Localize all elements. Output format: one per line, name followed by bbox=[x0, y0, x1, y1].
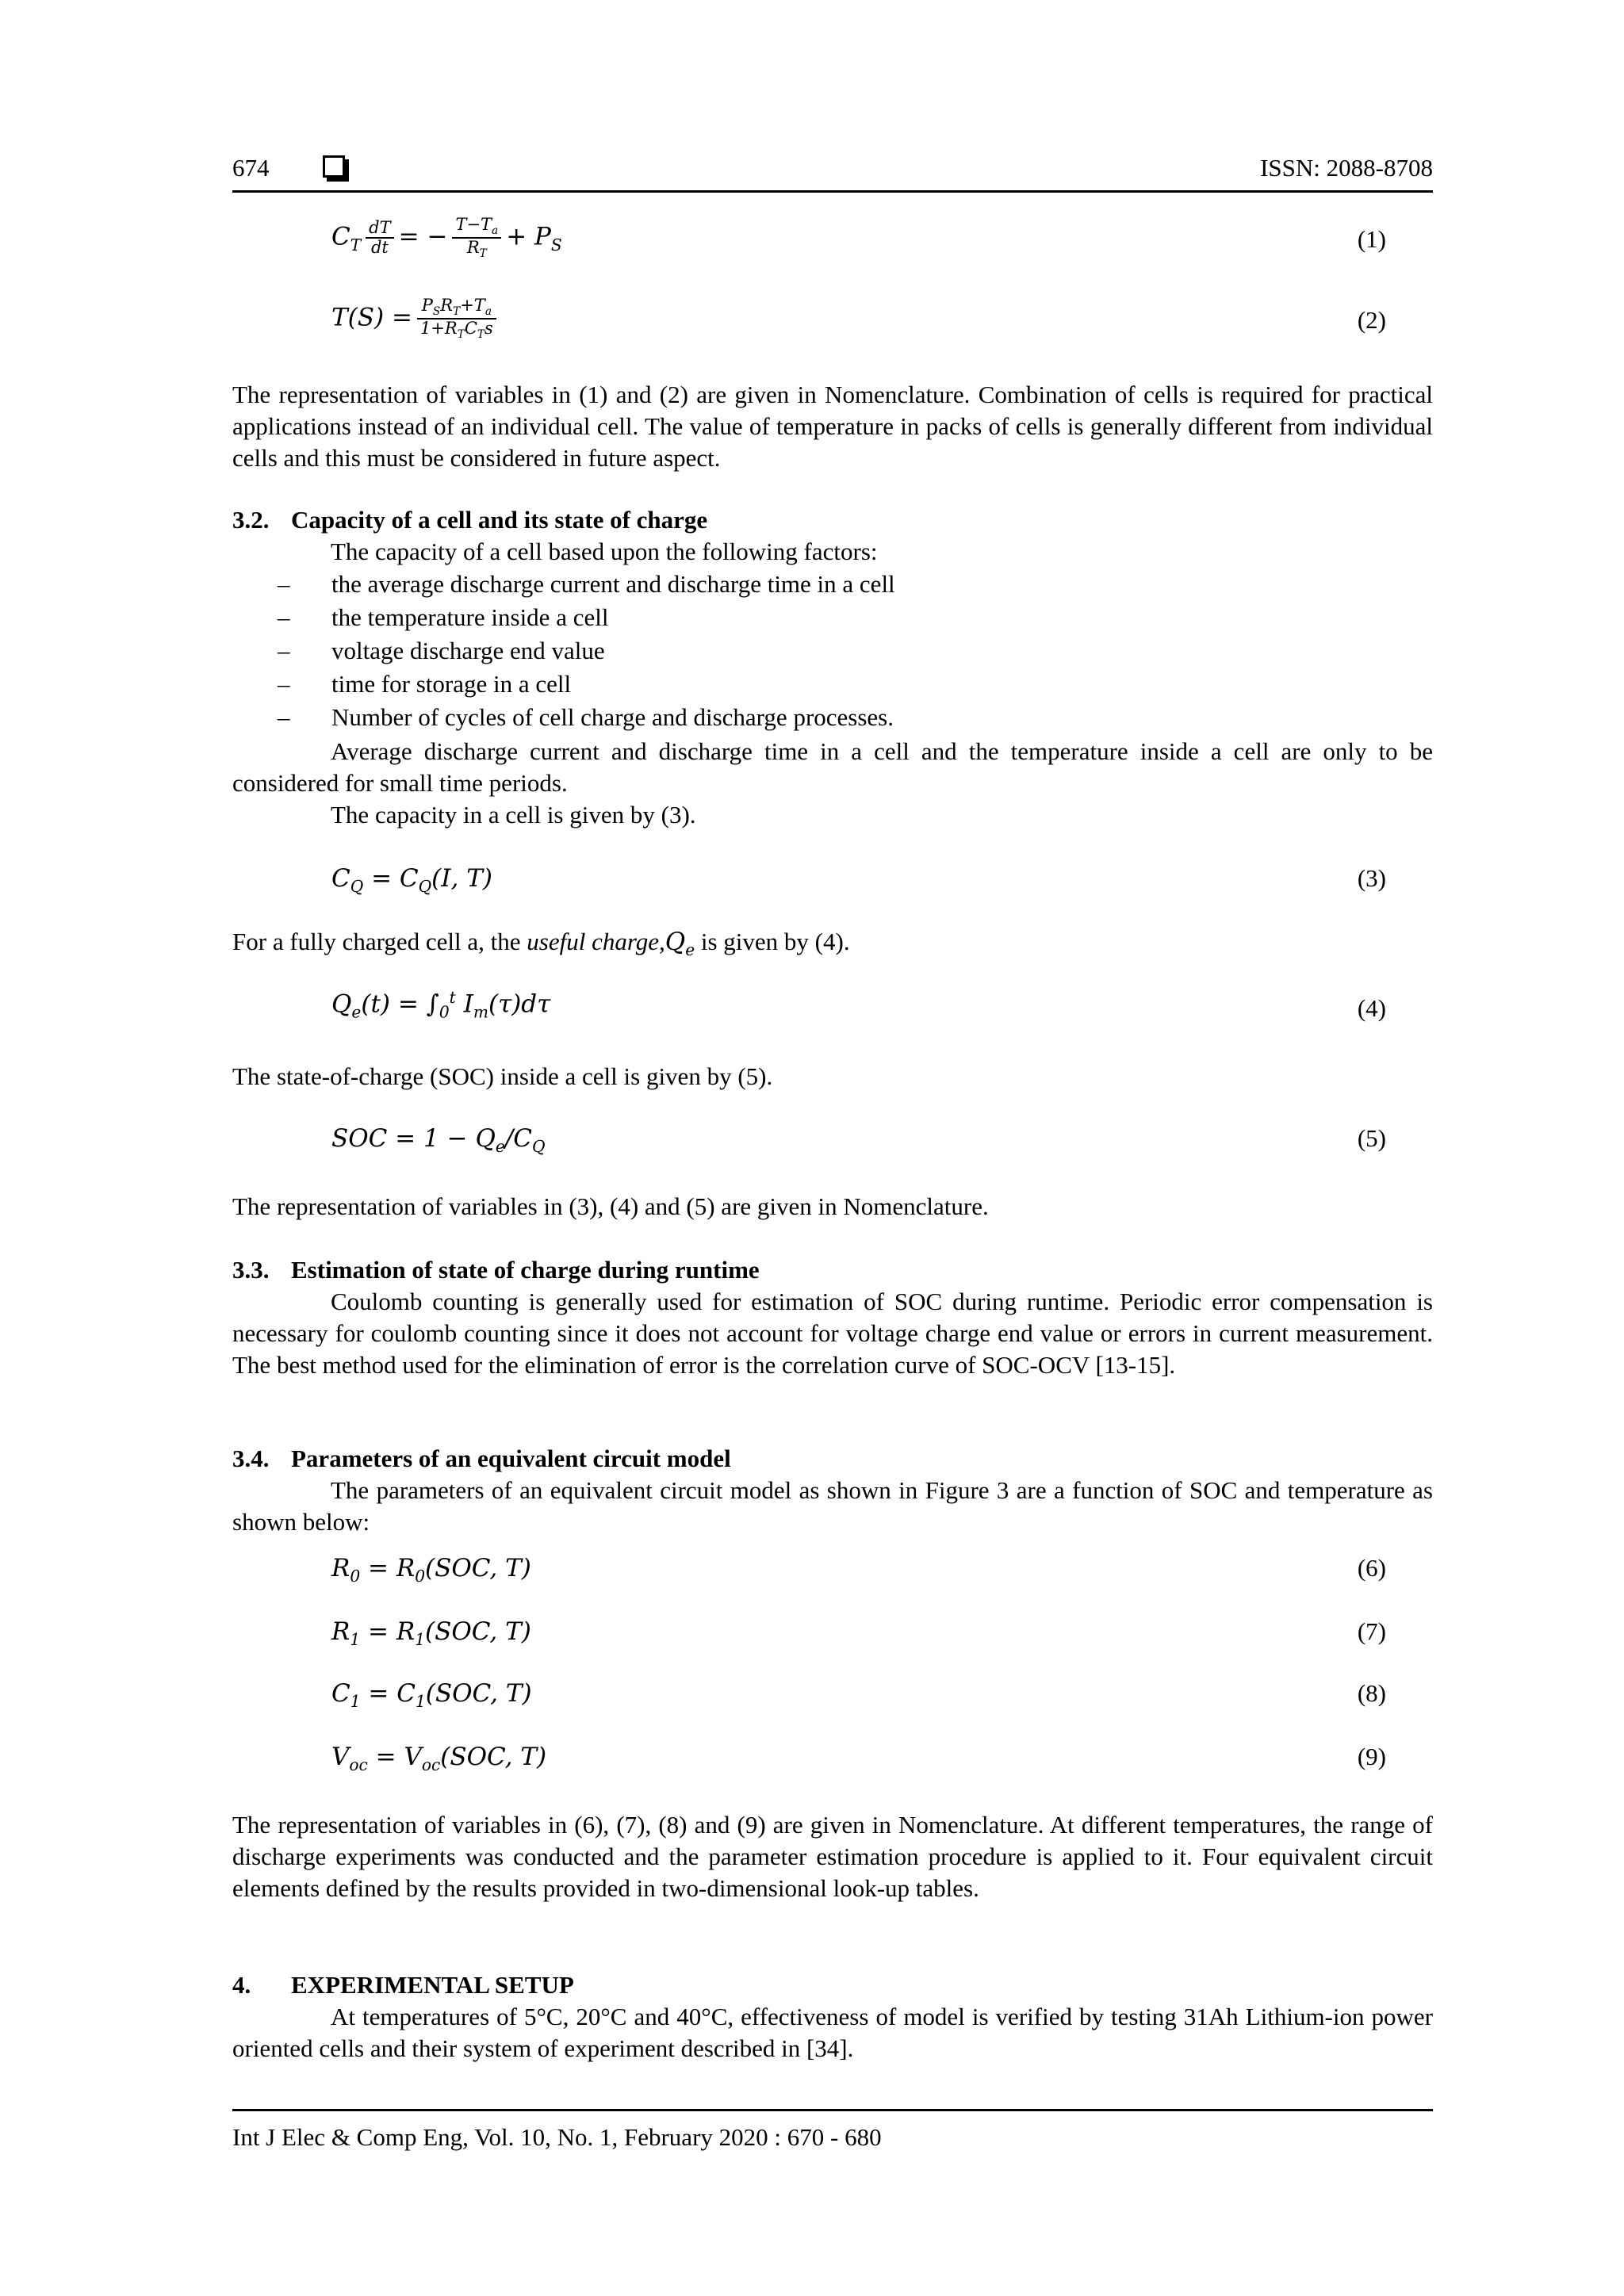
equation-6-number: (6) bbox=[1357, 1554, 1386, 1582]
equation-3-number: (3) bbox=[1357, 864, 1386, 892]
equation-7-number: (7) bbox=[1357, 1617, 1386, 1645]
equation-4-number: (4) bbox=[1357, 994, 1386, 1022]
equation-2-expression: T(S) = $\frac{P_SR_T+T_a}{1+R_TC_Ts}$ bbox=[331, 297, 501, 341]
equation-6 bbox=[331, 1554, 1386, 1601]
factor-list bbox=[278, 568, 1427, 734]
paragraph-nomenclature-2: The representation of variables in (3), (4) and (5) are given in Nomenclature. bbox=[232, 1192, 989, 1220]
equation-8-number: (8) bbox=[1357, 1679, 1386, 1707]
page-number: 674 bbox=[232, 154, 270, 182]
equation-8 bbox=[331, 1679, 1386, 1727]
section-number: 3.3. bbox=[232, 1256, 270, 1284]
paragraph-circuit-parameters: The parameters of an equivalent circuit model as shown in Figure 3 are a function of SOC and temperature as shown below: bbox=[232, 1476, 1433, 1536]
section-number: 3.4. bbox=[232, 1445, 270, 1472]
equation-4 bbox=[331, 988, 1386, 1035]
page-header bbox=[232, 151, 1433, 187]
footer-rule bbox=[232, 2109, 1433, 2111]
section-title: Estimation of state of charge during runtime bbox=[291, 1256, 760, 1284]
equation-2-number: (2) bbox=[1357, 306, 1386, 334]
paragraph-experimental-setup: At temperatures of 5°C, 20°C and 40°C, effectiveness of model is verified by testing 31Ah Lithium-ion power oriented cells and their system of experiment described in [34]. bbox=[232, 2003, 1433, 2062]
section-heading-3-4 bbox=[232, 1443, 731, 1475]
section-title: Capacity of a cell and its state of charge bbox=[291, 506, 708, 534]
section-number: 3.2. bbox=[232, 506, 270, 534]
paragraph-nomenclature-3: The representation of variables in (6), (7), (8) and (9) are given in Nomenclature. At different temperatures, the range of discharge experiments was conducted and the parameter estimation procedure is applied to it. Four equivalent circuit elements defined by the results provided in two-dimensional look-up tables. bbox=[232, 1811, 1433, 1902]
equation-1-number: (1) bbox=[1357, 225, 1386, 253]
section-title: Parameters of an equivalent circuit model bbox=[291, 1445, 731, 1472]
checkbox-square-icon bbox=[323, 155, 345, 178]
paragraph-capacity-given: The capacity in a cell is given by (3). bbox=[331, 801, 696, 828]
equation-3-expression: $C_Q = C_Q(I$, T) bbox=[331, 864, 492, 897]
section-title: EXPERIMENTAL SETUP bbox=[291, 1971, 574, 1999]
list-item: – time for storage in a cell bbox=[278, 670, 572, 698]
list-item: – the temperature inside a cell bbox=[278, 603, 609, 631]
paragraph-coulomb-counting: Coulomb counting is generally used for estimation of SOC during runtime. Periodic error compensation is necessary for coulomb counting since it does not account for voltage charge end value or errors in current measurement. The best method used for the elimination of error is the correlation curve of SOC-OCV [13-15]. bbox=[232, 1288, 1433, 1379]
section-heading-3-2 bbox=[232, 504, 707, 536]
paragraph-capacity-intro: The capacity of a cell based upon the following factors: bbox=[331, 538, 878, 565]
list-item: – Number of cycles of cell charge and discharge processes. bbox=[278, 703, 894, 731]
paragraph-soc-given: The state-of-charge (SOC) inside a cell is given by (5). bbox=[232, 1062, 773, 1090]
equation-5-expression: SOC = $1 - Q_e/C_Q$ bbox=[331, 1124, 546, 1157]
equation-7-expression: $R_1 = R_1(SOC$, T) bbox=[331, 1617, 531, 1650]
list-item: – the average discharge current and discharge time in a cell bbox=[278, 570, 895, 598]
section-heading-3-3 bbox=[232, 1254, 760, 1286]
page-footer: Int J Elec & Comp Eng, Vol. 10, No. 1, February 2020 : 670 - 680 bbox=[232, 2123, 882, 2151]
equation-7 bbox=[331, 1617, 1386, 1665]
equation-1 bbox=[331, 216, 1386, 263]
paragraph-average-discharge: Average discharge current and discharge time in a cell and the temperature inside a cell are only to be considered for small time periods. bbox=[232, 737, 1433, 797]
equation-5-number: (5) bbox=[1357, 1124, 1386, 1152]
list-item: – voltage discharge end value bbox=[278, 637, 605, 664]
equation-9-expression: $V_{oc} = V_{oc}(SOC$, T) bbox=[331, 1743, 547, 1775]
equation-8-expression: $C_1 = C_1(SOC$, T) bbox=[331, 1679, 532, 1712]
equation-6-expression: $R_0 = R_0(SOC$, T) bbox=[331, 1554, 531, 1586]
equation-3 bbox=[331, 864, 1386, 912]
paragraph-useful-charge: For a fully charged cell a, the useful $charge,Q_e$ is given by (4). bbox=[232, 928, 850, 960]
equation-9 bbox=[331, 1743, 1386, 1790]
issn: ISSN: 2088-8708 bbox=[1260, 154, 1433, 182]
paragraph-nomenclature-1: The representation of variables in (1) and (2) are given in Nomenclature. Combination of cells is required for practical applications instead of an individual cell. The value of temperature in packs of cells is generally different from individual cells and this must be considered in future aspect. bbox=[232, 381, 1433, 472]
section-heading-4 bbox=[232, 1969, 574, 2001]
equation-9-number: (9) bbox=[1357, 1743, 1386, 1770]
header-rule bbox=[232, 190, 1433, 193]
equation-4-expression: $Q_e(t) = \int_0^t$ $I_m(\tau)d\tau$ bbox=[331, 988, 551, 1022]
equation-2 bbox=[331, 297, 1386, 344]
equation-1-expression: $C_T$ $\frac{dT}{dt}$ = − $\frac{T-T_a}{R_T}$ + $P_S$ bbox=[331, 215, 562, 261]
equation-5 bbox=[331, 1124, 1386, 1172]
section-number: 4. bbox=[232, 1971, 251, 1999]
